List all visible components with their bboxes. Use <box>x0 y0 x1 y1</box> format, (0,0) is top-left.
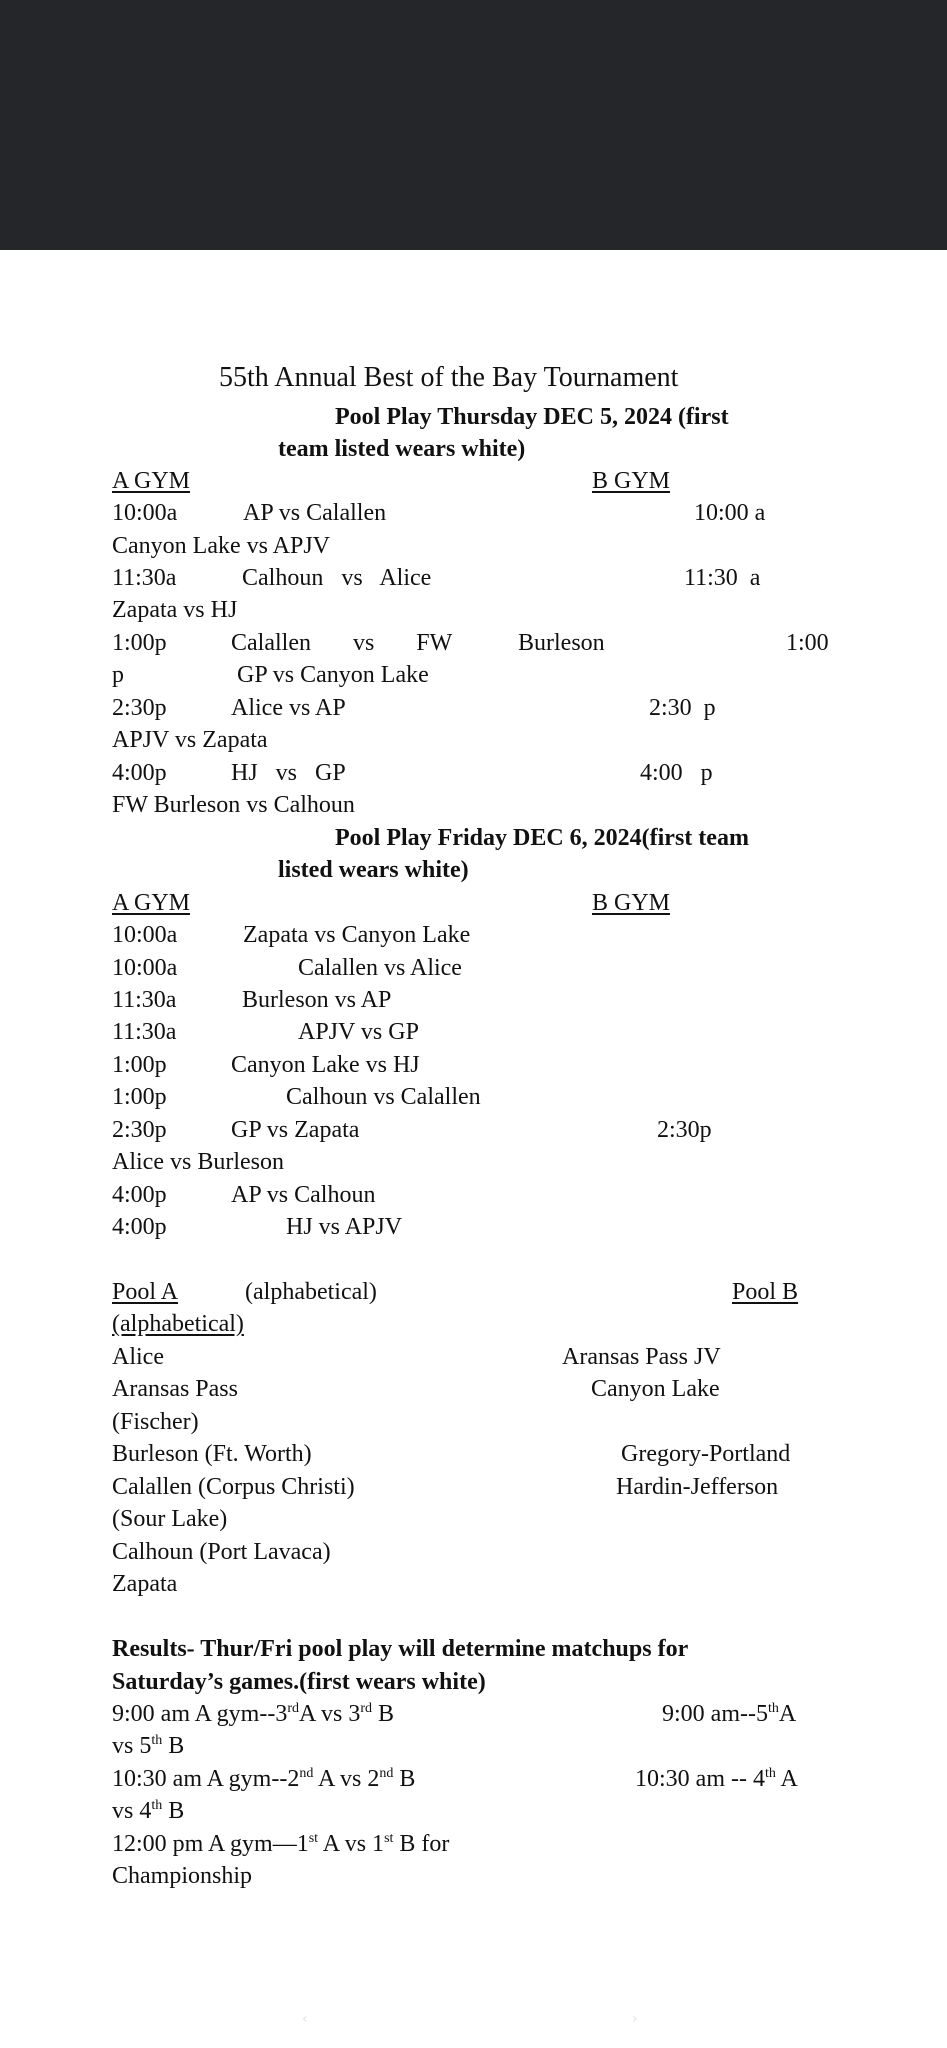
thu-row9-game: HJ vs GP <box>231 760 346 786</box>
saturday-game-2-right: 10:30 am -- 4th A <box>635 1766 798 1792</box>
thu-row9-b-time: 4:00 p <box>640 760 713 786</box>
friday-a-gym-label: A GYM <box>112 890 191 916</box>
pool-a-team-2-cont: (Fischer) <box>112 1409 199 1435</box>
pool-a-team-4: Calallen (Corpus Christi) <box>112 1474 355 1500</box>
fri-row3-game: Burleson vs AP <box>242 987 392 1013</box>
thu-row6-wrap: p <box>112 662 124 688</box>
thu-row1-game: AP vs Calallen <box>243 500 387 526</box>
thu-row10-line: FW Burleson vs Calhoun <box>112 792 355 818</box>
saturday-game-3-wrap: Championship <box>112 1863 253 1889</box>
fri-row9-time: 4:00p <box>112 1182 167 1208</box>
thu-row3-time: 11:30a <box>112 565 177 591</box>
friday-heading-line1: Pool Play Friday DEC 6, 2024(first team <box>335 825 749 851</box>
pool-b-team-3: Gregory-Portland <box>621 1441 791 1467</box>
pool-a-note: (alphabetical) <box>245 1279 377 1305</box>
pool-b-heading: Pool B <box>732 1279 799 1305</box>
fri-row6-time: 1:00p <box>112 1084 167 1110</box>
thu-row9-time: 4:00p <box>112 760 167 786</box>
fri-row3-time: 11:30a <box>112 987 177 1013</box>
pool-a-heading: Pool A <box>112 1279 179 1305</box>
friday-b-gym-label: B GYM <box>592 890 671 916</box>
thu-row4-line: Zapata vs HJ <box>112 597 238 623</box>
thu-row7-b-time: 2:30 p <box>649 695 716 721</box>
saturday-game-2-wrap: vs 4th B <box>112 1798 185 1824</box>
pool-b-team-1: Aransas Pass JV <box>562 1344 721 1370</box>
fri-row9-game: AP vs Calhoun <box>231 1182 376 1208</box>
thursday-b-gym-label: B GYM <box>592 468 671 494</box>
pool-b-team-4-cont: (Sour Lake) <box>112 1506 228 1532</box>
fri-row5-time: 1:00p <box>112 1052 167 1078</box>
thu-row2-line: Canyon Lake vs APJV <box>112 533 330 559</box>
pool-b-team-2: Canyon Lake <box>591 1376 720 1402</box>
tournament-title: 55th Annual Best of the Bay Tournament <box>219 362 679 393</box>
fri-row4-game: APJV vs GP <box>298 1019 419 1045</box>
saturday-game-3: 12:00 pm A gym—1st A vs 1st B for <box>112 1831 450 1857</box>
fri-row10-time: 4:00p <box>112 1214 167 1240</box>
pool-b-note: (alphabetical) <box>112 1311 244 1337</box>
fri-row7-time: 2:30p <box>112 1117 167 1143</box>
saturday-game-1-right: 9:00 am--5thA <box>662 1701 797 1727</box>
thu-row3-b-time: 11:30 a <box>684 565 761 591</box>
thu-row7-game: Alice vs AP <box>231 695 346 721</box>
chevron-right-icon[interactable]: › <box>632 2011 638 2027</box>
thursday-a-gym-label: A GYM <box>112 468 191 494</box>
thu-row5-game: Calallen vs FW <box>231 630 453 656</box>
pool-a-team-6: Zapata <box>112 1571 178 1597</box>
friday-heading-line2: listed wears white) <box>278 857 469 883</box>
thu-row5-b-time: 1:00 <box>786 630 829 656</box>
thu-row1-b-time: 10:00 a <box>694 500 766 526</box>
fri-row2-time: 10:00a <box>112 955 178 981</box>
fri-row7-game: GP vs Zapata <box>231 1117 360 1143</box>
fri-row4-time: 11:30a <box>112 1019 177 1045</box>
pool-b-team-4: Hardin-Jefferson <box>616 1474 779 1500</box>
thu-row3-game: Calhoun vs Alice <box>242 565 432 591</box>
fri-row7-b-time: 2:30p <box>657 1117 712 1143</box>
chevron-left-icon[interactable]: ‹ <box>302 2011 308 2027</box>
thu-row5-time: 1:00p <box>112 630 167 656</box>
fri-row6-game: Calhoun vs Calallen <box>286 1084 481 1110</box>
thu-row1-time: 10:00a <box>112 500 178 526</box>
pool-a-team-3: Burleson (Ft. Worth) <box>112 1441 312 1467</box>
fri-row10-game: HJ vs APJV <box>286 1214 403 1240</box>
thu-row8-line: APJV vs Zapata <box>112 727 268 753</box>
thu-row7-time: 2:30p <box>112 695 167 721</box>
saturday-game-1-wrap: vs 5th B <box>112 1733 185 1759</box>
results-heading-line1: Results- Thur/Fri pool play will determine matchups for <box>112 1636 689 1662</box>
thu-row6-game: GP vs Canyon Lake <box>237 662 429 688</box>
top-bar <box>0 0 947 250</box>
fri-row8-line: Alice vs Burleson <box>112 1149 284 1175</box>
pool-a-team-5: Calhoun (Port Lavaca) <box>112 1539 331 1565</box>
saturday-game-2: 10:30 am A gym--2nd A vs 2nd B <box>112 1766 416 1792</box>
fri-row5-game: Canyon Lake vs HJ <box>231 1052 420 1078</box>
pool-a-team-1: Alice <box>112 1344 164 1370</box>
saturday-game-1: 9:00 am A gym--3rdA vs 3rd B <box>112 1701 395 1727</box>
thursday-heading-line1: Pool Play Thursday DEC 5, 2024 (first <box>335 404 729 430</box>
fri-row2-game: Calallen vs Alice <box>298 955 462 981</box>
results-heading-line2: Saturday’s games.(first wears white) <box>112 1669 486 1695</box>
thu-row5-extra: Burleson <box>518 630 605 656</box>
fri-row1-time: 10:00a <box>112 922 178 948</box>
pool-a-team-2: Aransas Pass <box>112 1376 238 1402</box>
fri-row1-game: Zapata vs Canyon Lake <box>243 922 471 948</box>
thursday-heading-line2: team listed wears white) <box>278 436 526 462</box>
